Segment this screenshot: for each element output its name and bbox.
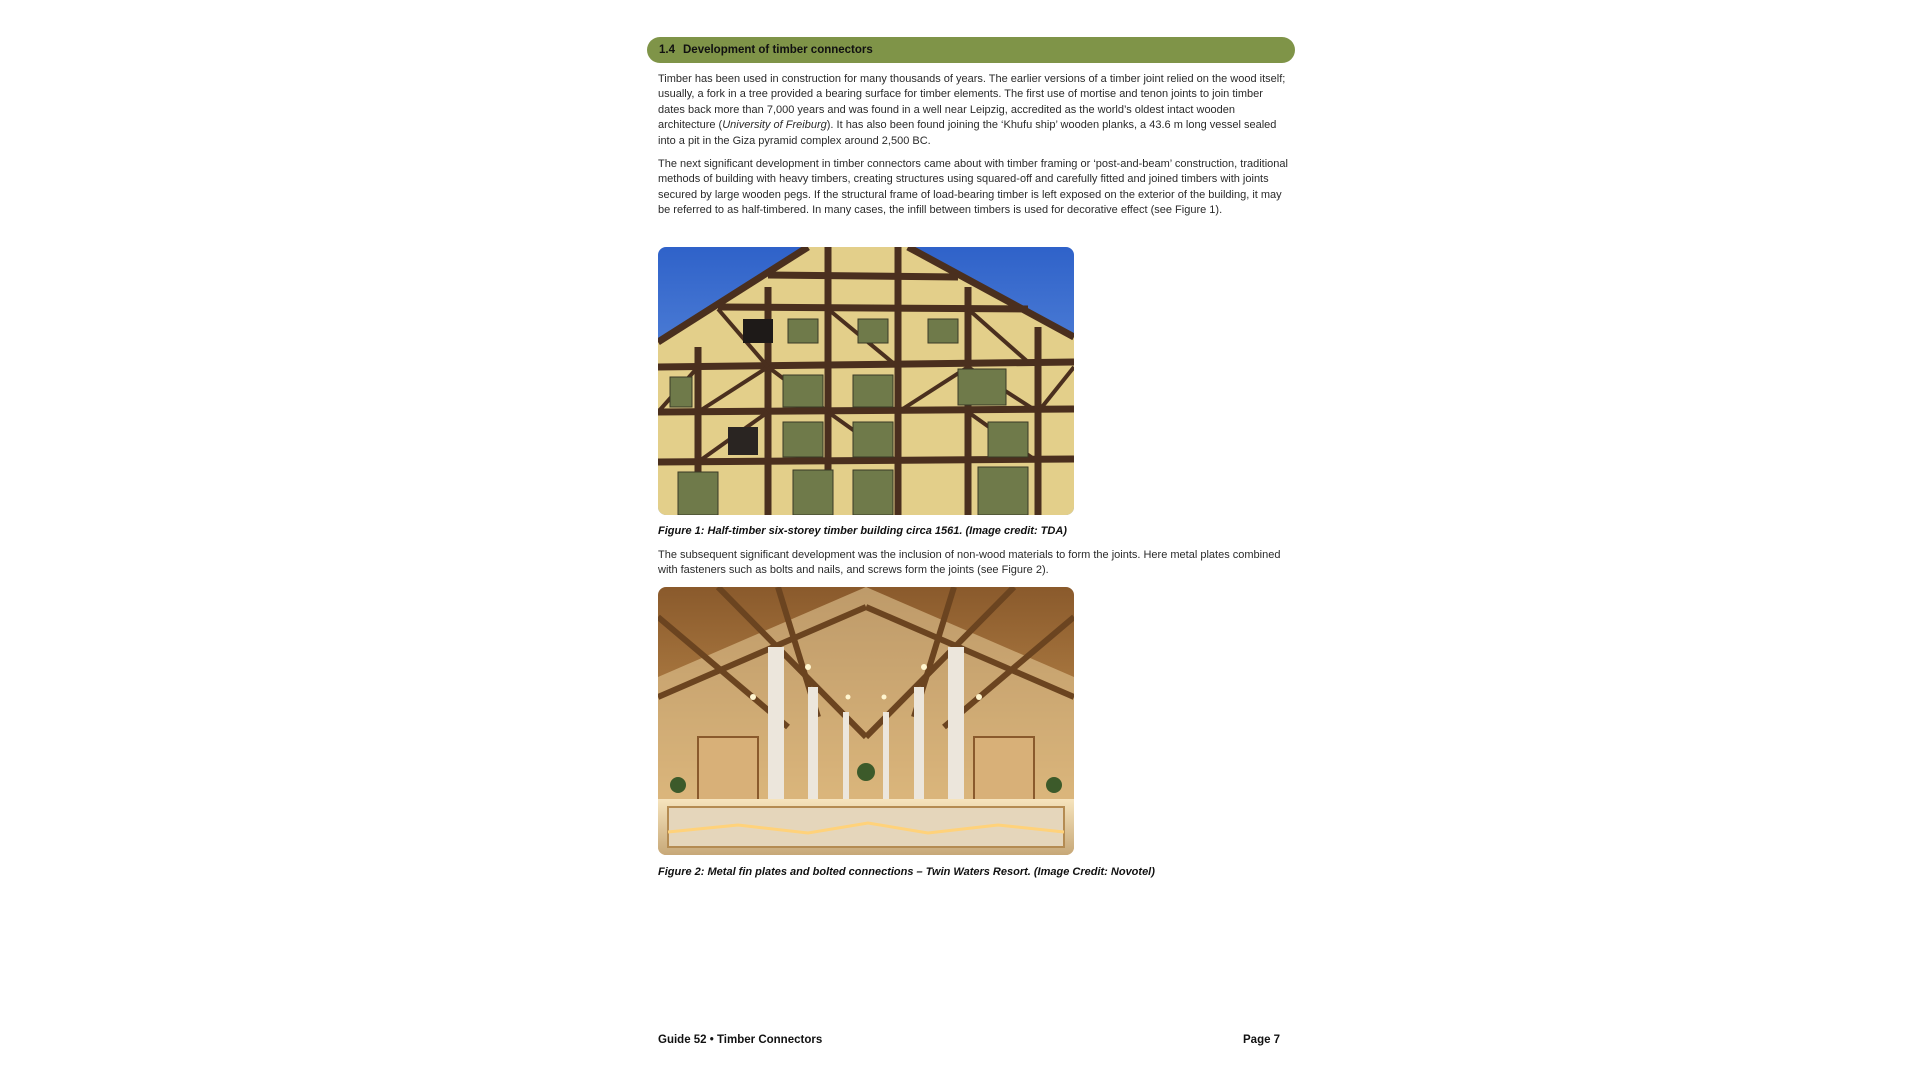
section-title: Development of timber connectors — [683, 44, 873, 56]
section-number: 1.4 — [659, 44, 675, 56]
figure-twin-waters-resort — [658, 587, 1074, 855]
section-heading-bar — [647, 37, 1295, 63]
footer-guide-title: Guide 52 • Timber Connectors — [658, 1034, 823, 1046]
resort-interior-image — [658, 587, 1074, 855]
paragraph-origins-part1: Timber has been used in construction for many thousands of years. The earlier versions of a timber joint relied on the wood itself; usually, a fork in a tree provided a bearing surface for timber elements. The first use of mortise and tenon joints to join timber dates back more than 7,000 years and was found in a well near Leipzig, accredited as the world’s oldest intact wooden architecture ( — [658, 73, 1286, 132]
figure-1-caption: Figure 1: Half-timber six-storey timber building circa 1561. (Image credit: TDA) — [658, 525, 1067, 537]
footer-page-number: Page 7 — [1243, 1034, 1281, 1046]
half-timber-building-image — [658, 247, 1074, 515]
paragraph-origins-part2: ). It has also been found joining the ‘Khufu ship’ wooden planks, a 43.6 m long vessel sealed into a pit in the Giza pyramid complex around 2,500 BC. — [658, 119, 1277, 147]
figure-2-caption: Figure 2: Metal fin plates and bolted connections – Twin Waters Resort. (Image Credit: Novotel) — [658, 866, 1155, 878]
paragraph-post-and-beam: The next significant development in timber connectors came about with timber framing or ‘post-and-beam’ construction, traditional methods of building with heavy timbers, creating structures using squared-off and carefully fitted and joined timbers with joints secured by large wooden pegs. If the structural frame of load-bearing timber is left exposed on the exterior of the building, it may be referred to as half-timbered. In many cases, the infill between timbers is used for decorative effect (see Figure 1). — [658, 158, 1288, 217]
paragraph-metal-plates: The subsequent significant development was the inclusion of non-wood materials to form the joints. Here metal plates combined with fasteners such as bolts and nails, and screws form the joints (see Figure 2). — [658, 549, 1281, 577]
citation-university-of-freiburg: University of Freiburg — [722, 119, 827, 132]
figure-half-timber-building — [658, 247, 1074, 515]
paragraph-origins — [658, 72, 1288, 149]
